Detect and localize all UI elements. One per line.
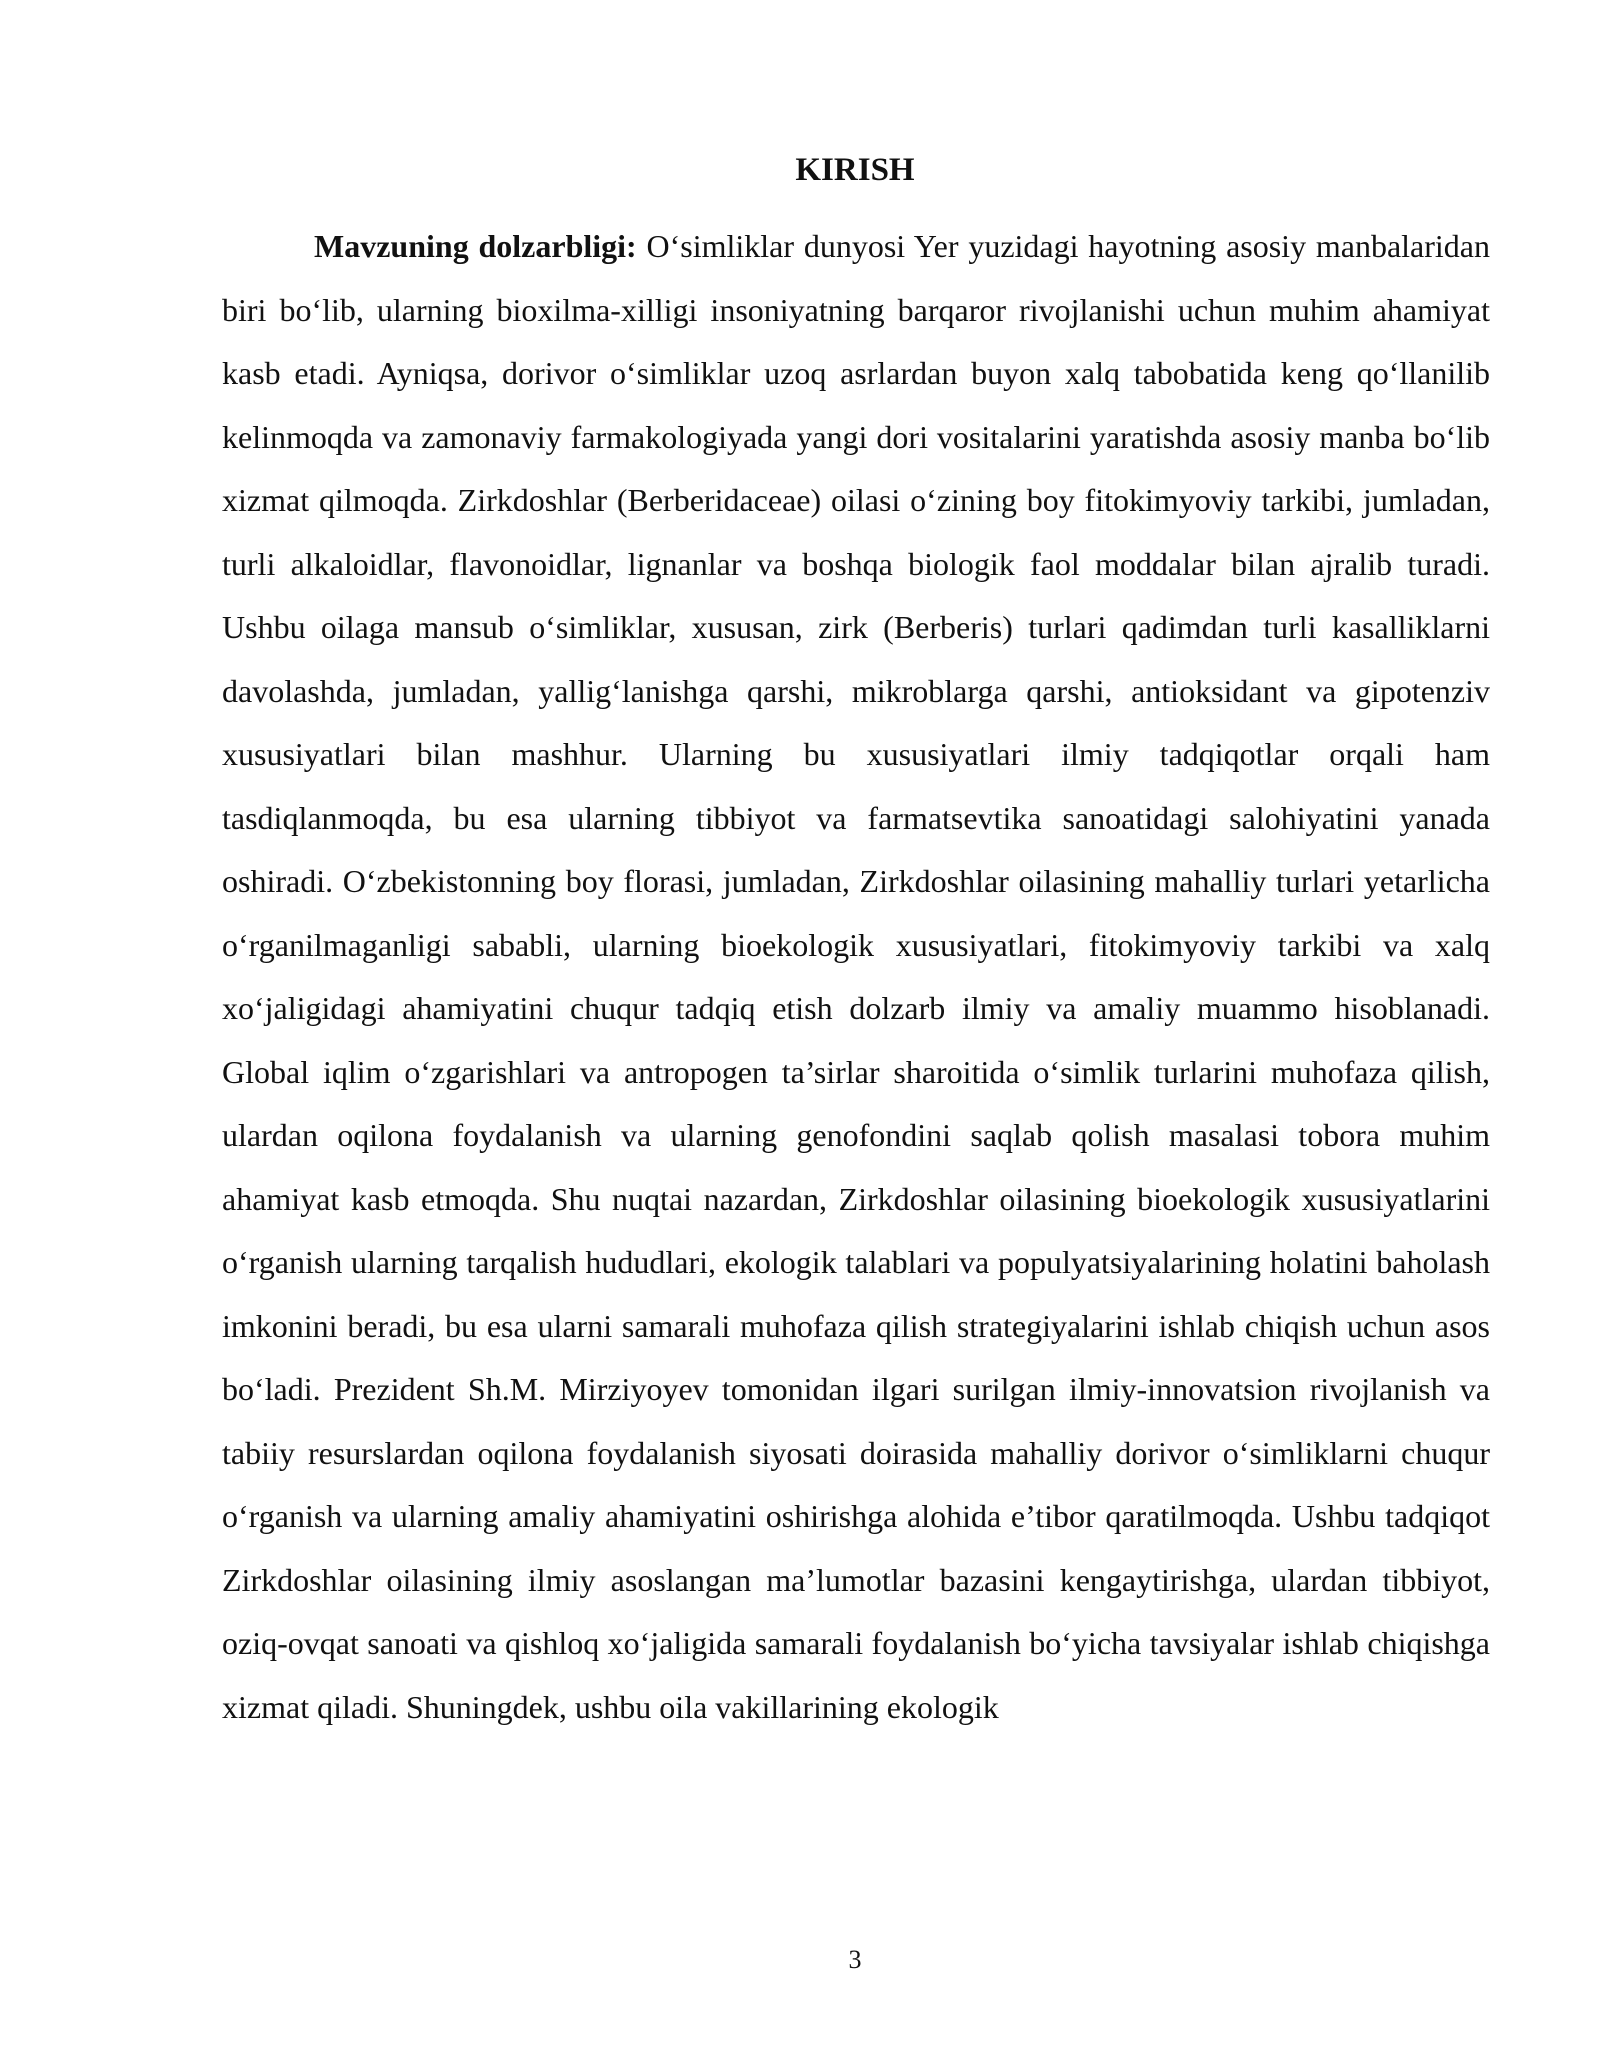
body-paragraph xyxy=(222,215,1490,1739)
paragraph-text: O‘simliklar dunyosi Yer yuzidagi hayotning asosiy manbalaridan biri bo‘lib, ularning bioxilma-xilligi insoniyatning barqaror rivojlanishi uchun muhim ahamiyat kasb etadi. Ayniqsa, dorivor o‘simliklar uzoq asrlardan buyon xalq tabobatida keng qo‘llanilib kelinmoqda va zamonaviy farmakologiyada yangi dori vositalarini yaratishda asosiy manba bo‘lib xizmat qilmoqda. Zirkdoshlar (Berberidaceae) oilasi o‘zining boy fitokimyoviy tarkibi, jumladan, turli alkaloidlar, flavonoidlar, lignanlar va boshqa biologik faol moddalar bilan ajralib turadi. Ushbu oilaga mansub o‘simliklar, xususan, zirk (Berberis) turlari qadimdan turli kasalliklarni davolashda, jumladan, yallig‘lanishga qarshi, mikroblarga qarshi, antioksidant va gipotenziv xususiyatlari bilan mashhur. Ularning bu xususiyatlari ilmiy tadqiqotlar orqali ham tasdiqlanmoqda, bu esa ularning tibbiyot va farmatsevtika sanoatidagi salohiyatini yanada oshiradi. O‘zbekistonning boy florasi, jumladan, Zirkdoshlar oilasining mahalliy turlari yetarlicha o‘rganilmaganligi sababli, ularning bioekologik xususiyatlari, fitokimyoviy tarkibi va xalq xo‘jaligidagi ahamiyatini chuqur tadqiq etish dolzarb ilmiy va amaliy muammo hisoblanadi. Global iqlim o‘zgarishlari va antropogen ta’sirlar sharoitida o‘simlik turlarini muhofaza qilish, ulardan oqilona foydalanish va ularning genofondini saqlab qolish masalasi tobora muhim ahamiyat kasb etmoqda. Shu nuqtai nazardan, Zirkdoshlar oilasining bioekologik xususiyatlarini o‘rganish ularning tarqalish hududlari, ekologik talablari va populyatsiyalarining holatini baholash imkonini beradi, bu esa ularni samarali muhofaza qilish strategiyalarini ishlab chiqish uchun asos bo‘ladi. Prezident Sh.M. Mirziyoyev tomonidan ilgari surilgan ilmiy-innovatsion rivojlanish va tabiiy resurslardan oqilona foydalanish siyosati doirasida mahalliy dorivor o‘simliklarni chuqur o‘rganish va ularning amaliy ahamiyatini oshirishga alohida e’tibor qaratilmoqda. Ushbu tadqiqot Zirkdoshlar oilasining ilmiy asoslangan ma’lumotlar bazasini kengaytirishga, ulardan tibbiyot, oziq-ovqat sanoati va qishloq xo‘jaligida samarali foydalanish bo‘yicha tavsiyalar ishlab chiqishga xizmat qiladi. Shuningdek, ushbu oila vakillarining ekologik xyxy=(222,228,1491,1725)
section-heading: KIRISH xyxy=(795,152,915,188)
lead-label: Mavzuning dolzarbligi: xyxy=(314,228,637,264)
page-number: 3 xyxy=(848,1945,862,1974)
